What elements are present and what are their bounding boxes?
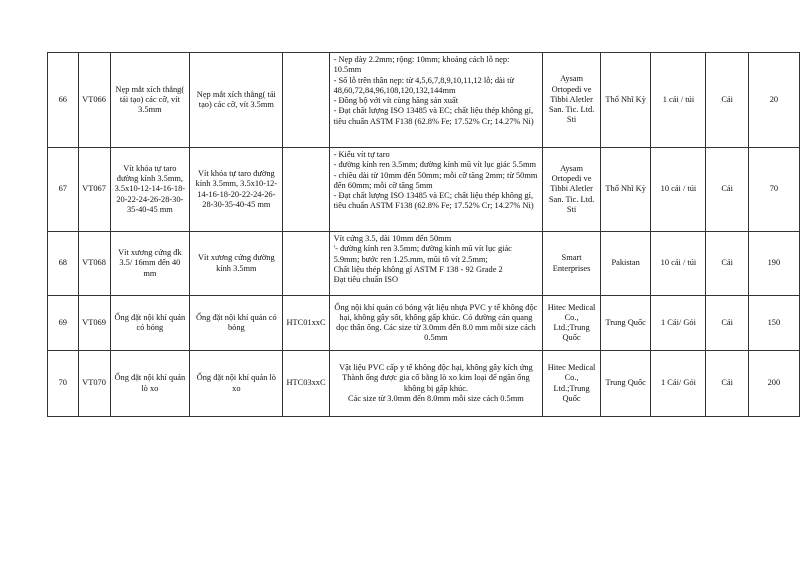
- packing-cell: 1 cái / túi: [651, 53, 706, 148]
- packing-cell: 10 cái / túi: [651, 148, 706, 232]
- offered-name-cell: Ống đặt nội khí quản lò xo: [190, 351, 283, 417]
- item-code-cell: VT070: [78, 351, 110, 417]
- table-row: [48, 351, 800, 417]
- specification-line: Ống nội khí quản có bóng vật liệu nhựa PVC y tế không độc hại, không gây sốt, không gấp khúc. Có đường cản quang dọc thân ống. Các size từ 3.0mm đến 8.0 mm mỗi size cách 0.5mm: [334, 302, 538, 343]
- quantity-cell: 70: [748, 148, 799, 232]
- specification-line: Vít cứng 3.5, dài 10mm đến 50mm: [333, 234, 452, 243]
- packing-cell: 1 Cái/ Gói: [651, 296, 706, 351]
- manufacturer-cell: Aysam Ortopedi ve Tibbi Aletler San. Tic. Ltd. Sti: [543, 53, 601, 148]
- specification-line: - đường kính ren 3.5mm; đường kính mũ vít lục giác 5.5mm: [333, 160, 536, 170]
- specification-line: Vật liệu PVC cấp y tế không độc hại, không gây kích ứng: [339, 363, 533, 372]
- item-name-cell: Vít khóa tự taro đường kính 3.5mm, 3.5x10-12-14-16-18-20-22-24-26-28-30-35-40-45 mm: [110, 148, 190, 232]
- row-number-cell: 67: [48, 148, 79, 232]
- origin-cell: Thổ Nhĩ Kỳ: [600, 148, 651, 232]
- item-code-cell: VT066: [78, 53, 110, 148]
- unit-cell: Cái: [706, 351, 748, 417]
- quantity-cell: 200: [748, 351, 799, 417]
- item-name-cell: Ống đặt nội khí quản lò xo: [110, 351, 190, 417]
- table-row: [48, 53, 800, 148]
- specification-line: - chiều dài từ 10mm đến 50mm; mỗi cỡ tăng 2mm; từ 50mm đến 60mm; mỗi cỡ tăng 5mm: [333, 170, 538, 190]
- specification-cell: [329, 53, 543, 148]
- specification-line: Chất liệu thép không gỉ ASTM F 138 - 92 Grade 2: [333, 264, 503, 274]
- offered-name-cell: Vít xương cứng đường kính 3.5mm: [190, 232, 283, 296]
- specification-cell: [329, 232, 543, 296]
- quantity-cell: 20: [748, 53, 799, 148]
- origin-cell: Pakistan: [600, 232, 651, 296]
- quantity-cell: 190: [748, 232, 799, 296]
- model-cell: HTC03xxC: [283, 351, 329, 417]
- item-code-cell: VT069: [78, 296, 110, 351]
- packing-cell: 10 cái / túi: [651, 232, 706, 296]
- origin-cell: Trung Quốc: [600, 351, 651, 417]
- unit-cell: Cái: [706, 232, 748, 296]
- unit-cell: Cái: [706, 148, 748, 232]
- row-number-cell: 69: [48, 296, 79, 351]
- model-cell: HTC01xxC: [283, 296, 329, 351]
- specification-cell: [329, 296, 543, 351]
- origin-cell: Trung Quốc: [600, 296, 651, 351]
- specification-line: '- đường kính ren 3.5mm; đường kính mũ vít lục giác 5.9mm; bước ren 1.25.mm, mũi tô vít 2.5mm;: [333, 244, 512, 264]
- manufacturer-cell: Smart Enterprises: [543, 232, 601, 296]
- specification-line: Đạt tiêu chuẩn ISO: [333, 275, 399, 284]
- item-name-cell: Nẹp mắt xích thẳng( tái tạo) các cỡ, vít 3.5mm: [110, 53, 190, 148]
- offered-name-cell: Ống đặt nội khí quản có bóng: [190, 296, 283, 351]
- manufacturer-cell: Hitec Medical Co., Ltd.;Trung Quốc: [543, 296, 601, 351]
- specification-cell: [329, 148, 543, 232]
- unit-cell: Cái: [706, 296, 748, 351]
- packing-cell: 1 Cái/ Gói: [651, 351, 706, 417]
- model-cell: [283, 53, 329, 148]
- specification-line: - Đạt chất lượng ISO 13485 và EC; chất liệu thép không gỉ, tiêu chuẩn ASTM F138 (62.8% Fe; 17.52% Cr; 14.27% Ni): [333, 191, 534, 211]
- specification-cell: [329, 351, 543, 417]
- manufacturer-cell: Hitec Medical Co., Ltd.;Trung Quốc: [543, 351, 601, 417]
- table-row: [48, 296, 800, 351]
- specification-line: - Nẹp dày 2.2mm; rộng: 10mm; khoảng cách lỗ nẹp: 10.5mm: [333, 55, 510, 75]
- item-code-cell: VT068: [78, 232, 110, 296]
- specification-line: Các size từ 3.0mm đến 8.0mm mỗi size cách 0.5mm: [348, 393, 524, 403]
- item-code-cell: VT067: [78, 148, 110, 232]
- origin-cell: Thổ Nhĩ Kỳ: [600, 53, 651, 148]
- table-row: [48, 148, 800, 232]
- item-name-cell: Ống đặt nội khí quản có bóng: [110, 296, 190, 351]
- specification-line: - Đạt chất lượng ISO 13485 và EC; chất liệu thép không gỉ, tiêu chuẩn ASTM F138 (62.8% Fe; 17.52% Cr; 14.27% Ni): [333, 106, 534, 126]
- equipment-spec-table: [47, 52, 800, 417]
- row-number-cell: 66: [48, 53, 79, 148]
- offered-name-cell: Vít khóa tự taro đường kính 3.5mm, 3.5x10-12-14-16-18-20-22-24-26-28-30-35-40-45 mm: [190, 148, 283, 232]
- row-number-cell: 70: [48, 351, 79, 417]
- manufacturer-cell: Aysam Ortopedi ve Tibbi Aletler San. Tic. Ltd. Sti: [543, 148, 601, 232]
- specification-line: - Số lỗ trên thân nẹp: từ 4,5,6,7,8,9,10,11,12 lỗ; dài từ 48,60,72,84,96,108,120,132,144mm: [333, 75, 515, 95]
- specification-line: - Đồng bộ với vít cùng hãng sản xuất: [333, 96, 459, 105]
- specification-line: Thành ống được gia cố bằng lò xo kim loại để ngăn ống không bị gấp khúc.: [342, 373, 530, 393]
- specification-line: - Kiểu vít tự taro: [333, 150, 390, 159]
- table-row: [48, 232, 800, 296]
- unit-cell: Cái: [706, 53, 748, 148]
- item-name-cell: Vít xương cứng đk 3.5/ 16mm đến 40 mm: [110, 232, 190, 296]
- model-cell: [283, 148, 329, 232]
- model-cell: [283, 232, 329, 296]
- row-number-cell: 68: [48, 232, 79, 296]
- quantity-cell: 150: [748, 296, 799, 351]
- offered-name-cell: Nẹp mắt xích thẳng( tái tạo) các cỡ, vít 3.5mm: [190, 53, 283, 148]
- table-body: [48, 53, 800, 417]
